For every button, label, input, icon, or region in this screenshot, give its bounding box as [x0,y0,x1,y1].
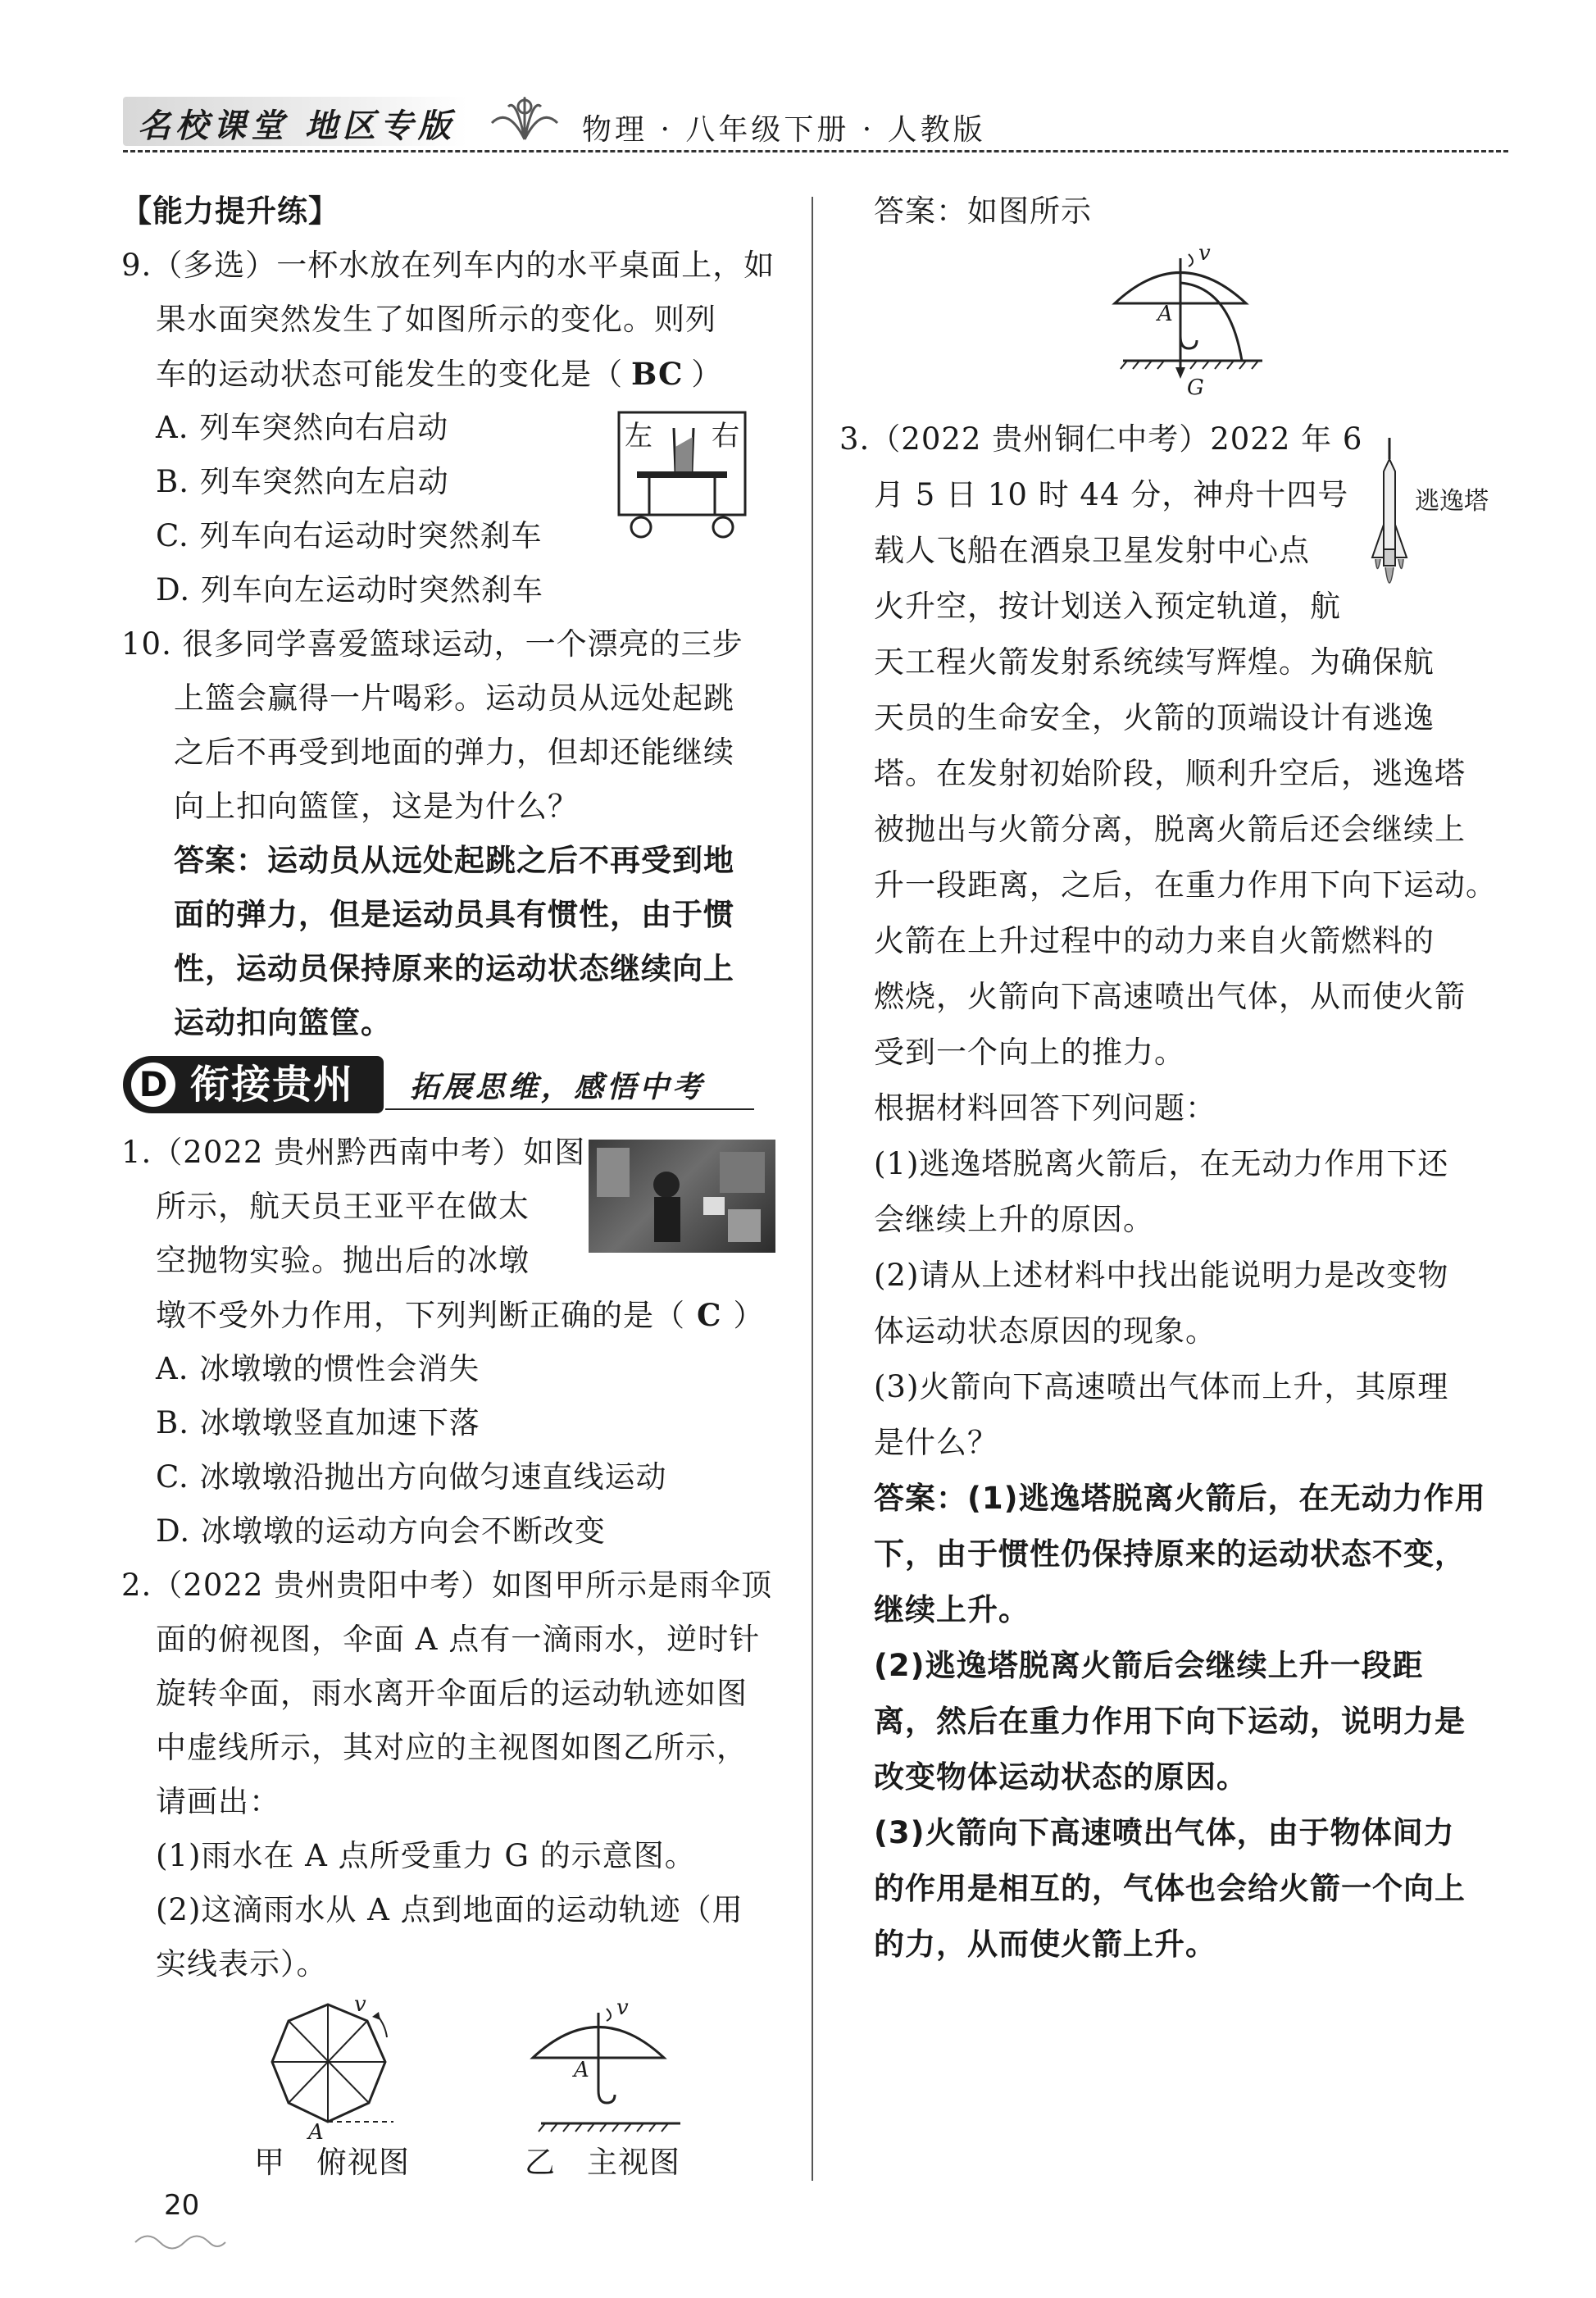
q9-line-3 [156,356,722,393]
s2-line-2: 面的俯视图，伞面 A 点有一滴雨水，逆时针 [156,1622,761,1657]
s1-option-c: C. 冰墩墩沿抛出方向做匀速直线运动 [156,1459,667,1495]
section-title: 衔接贵州 [190,1062,355,1108]
s3-line-12: 受到一个向上的推力。 [874,1035,1185,1070]
s1-option-b: B. 冰墩墩竖直加速下落 [156,1405,480,1440]
series-title: 名校课堂 地区专版 [138,107,456,145]
fig-a-point-label: A [308,2120,324,2145]
s1-option-a: A. 冰墩墩的惯性会消失 [156,1351,480,1386]
s3-answer-5: 离，然后在重力作用下向下运动，说明力是 [874,1704,1466,1739]
s3-line-10: 火箭在上升过程中的动力来自火箭燃料的 [874,923,1435,958]
answer-fig-a-label: A [1157,302,1173,326]
fig-b-v-label: v [616,1995,629,2020]
s3-line-19: 是什么？ [874,1425,998,1460]
answer-umbrella-figure [1107,241,1271,402]
fig-a-caption: 甲 俯视图 [254,2145,410,2180]
q10-answer-3: 性，运动员保持原来的运动状态继续向上 [174,951,734,986]
header-divider [123,150,1508,152]
section-letter: D [131,1063,175,1107]
s2-line-6: (1)雨水在 A 点所受重力 G 的示意图。 [156,1838,696,1873]
q9-option-c: C. 列车向右运动时突然刹车 [156,518,543,553]
q9-close: ） [691,357,723,392]
rocket-escape-tower-label: 逃逸塔 [1415,487,1489,516]
answer-fig-v-label: v [1198,241,1211,266]
rocket-figure [1361,435,1500,615]
section-tag: 【能力提升练】 [121,193,339,229]
s3-line-4: 火升空，按计划送入预定轨道，航 [874,589,1341,624]
s1-answer: C [697,1297,722,1333]
s1-line-4 [156,1297,764,1334]
s1-line-2: 所示，航天员王亚平在做太 [156,1189,530,1224]
s3-line-8: 被抛出与火箭分离，脱离火箭后还会继续上 [874,812,1466,847]
q9-line-3-text: 车的运动状态可能发生的变化是（ [156,357,623,392]
q10-line-3: 之后不再受到地面的弹力，但却还能继续 [174,735,734,770]
s3-line-17: 体运动状态原因的现象。 [874,1313,1216,1349]
answer-fig-g-label: G [1187,375,1204,400]
s3-answer-6: 改变物体运动状态的原因。 [874,1759,1248,1795]
q10-line-1: 10. 很多同学喜爱篮球运动，一个漂亮的三步 [121,626,743,662]
umbrella-front-view-figure [525,1995,689,2140]
fig-b-caption: 乙 主视图 [525,2145,680,2180]
q10-line-4: 向上扣向篮筐，这是为什么？ [174,789,579,824]
s3-answer-8: 的作用是相互的，气体也会给火箭一个向上 [874,1871,1466,1906]
s3-answer-9: 的力，从而使火箭上升。 [874,1927,1216,1962]
s1-line-1: 1.（2022 贵州黔西南中考）如图 [121,1135,586,1170]
umbrella-top-view-figure [262,1992,410,2145]
decorative-swirl-icon [131,2230,230,2255]
s1-line-3: 空抛物实验。抛出后的冰墩 [156,1243,530,1278]
s2-line-8: 实线表示）。 [156,1946,328,1982]
s3-line-5: 天工程火箭发射系统续写辉煌。为确保航 [874,644,1435,680]
s3-line-1: 3.（2022 贵州铜仁中考）2022 年 6 [839,421,1363,457]
q9-option-a: A. 列车突然向右启动 [156,410,449,445]
s3-line-13: 根据材料回答下列问题： [874,1090,1216,1126]
page-number: 20 [164,2189,200,2222]
fig-a-v-label: v [354,1992,366,2017]
section-underline [385,1108,754,1110]
s1-line-4-text: 墩不受外力作用，下列判断正确的是（ [156,1298,685,1333]
s3-line-16: (2)请从上述材料中找出能说明力是改变物 [874,1258,1449,1293]
fig-b-point-label: A [574,2058,589,2082]
s3-answer-7: (3)火箭向下高速喷出气体，由于物体间力 [874,1815,1455,1850]
q10-answer-4: 运动扣向篮筐。 [174,1005,392,1040]
q10-line-2: 上篮会赢得一片喝彩。运动员从远处起跳 [174,680,734,716]
s2-line-5: 请画出： [156,1784,280,1819]
s3-line-6: 天员的生命安全，火箭的顶端设计有逃逸 [874,700,1435,735]
s3-answer-2: 下，由于惯性仍保持原来的运动状态不变， [874,1536,1466,1572]
q9-answer: BC [631,356,684,392]
s3-line-11: 燃烧，火箭向下高速喷出气体，从而使火箭 [874,979,1466,1014]
s3-line-9: 升一段距离，之后，在重力作用下向下运动。 [874,867,1497,903]
s2-line-1: 2.（2022 贵州贵阳中考）如图甲所示是雨伞顶 [121,1568,773,1603]
s1-option-d: D. 冰墩墩的运动方向会不断改变 [156,1513,606,1549]
series-banner [123,97,467,146]
s2-answer-text: 答案：如图所示 [874,193,1092,229]
s2-line-4: 中虚线所示，其对应的主视图如图乙所示， [156,1730,748,1765]
q10-answer-2: 面的弹力，但是运动员具有惯性，由于惯 [174,897,734,932]
column-divider [812,197,813,2181]
s3-answer-3: 继续上升。 [874,1592,1030,1627]
q9-line-1: 9.（多选）一杯水放在列车内的水平桌面上，如 [121,248,775,283]
s1-close: ） [733,1298,765,1333]
q9-option-b: B. 列车突然向左启动 [156,464,449,499]
subject-info: 物理 · 八年级下册 · 人教版 [582,113,986,147]
s3-line-15: 会继续上升的原因。 [874,1202,1154,1237]
s2-line-3: 旋转伞面，雨水离开伞面后的运动轨迹如图 [156,1676,748,1711]
fig-right-label: 右 [712,420,739,453]
q9-option-d: D. 列车向左运动时突然刹车 [156,572,543,607]
train-cup-figure [616,410,748,541]
s2-line-7: (2)这滴雨水从 A 点到地面的运动轨迹（用 [156,1892,743,1927]
s3-line-7: 塔。在发射初始阶段，顺利升空后，逃逸塔 [874,756,1466,791]
section-subtitle: 拓展思维，感悟中考 [410,1070,706,1104]
s3-answer-1: 答案：(1)逃逸塔脱离火箭后，在无动力作用 [874,1481,1486,1516]
decorative-fountain-icon [484,90,566,148]
fig-left-label: 左 [625,420,652,453]
q10-answer-1: 答案：运动员从远处起跳之后不再受到地 [174,843,734,878]
q9-line-2: 果水面突然发生了如图所示的变化。则列 [156,302,716,337]
s3-line-18: (3)火箭向下高速喷出气体而上升，其原理 [874,1369,1449,1404]
s3-line-2: 月 5 日 10 时 44 分，神舟十四号 [874,477,1349,512]
s3-line-3: 载人飞船在酒泉卫星发射中心点 [874,533,1310,568]
astronaut-photo [589,1140,775,1253]
s3-line-14: (1)逃逸塔脱离火箭后，在无动力作用下还 [874,1146,1449,1181]
s3-answer-4: (2)逃逸塔脱离火箭后会继续上升一段距 [874,1648,1424,1683]
